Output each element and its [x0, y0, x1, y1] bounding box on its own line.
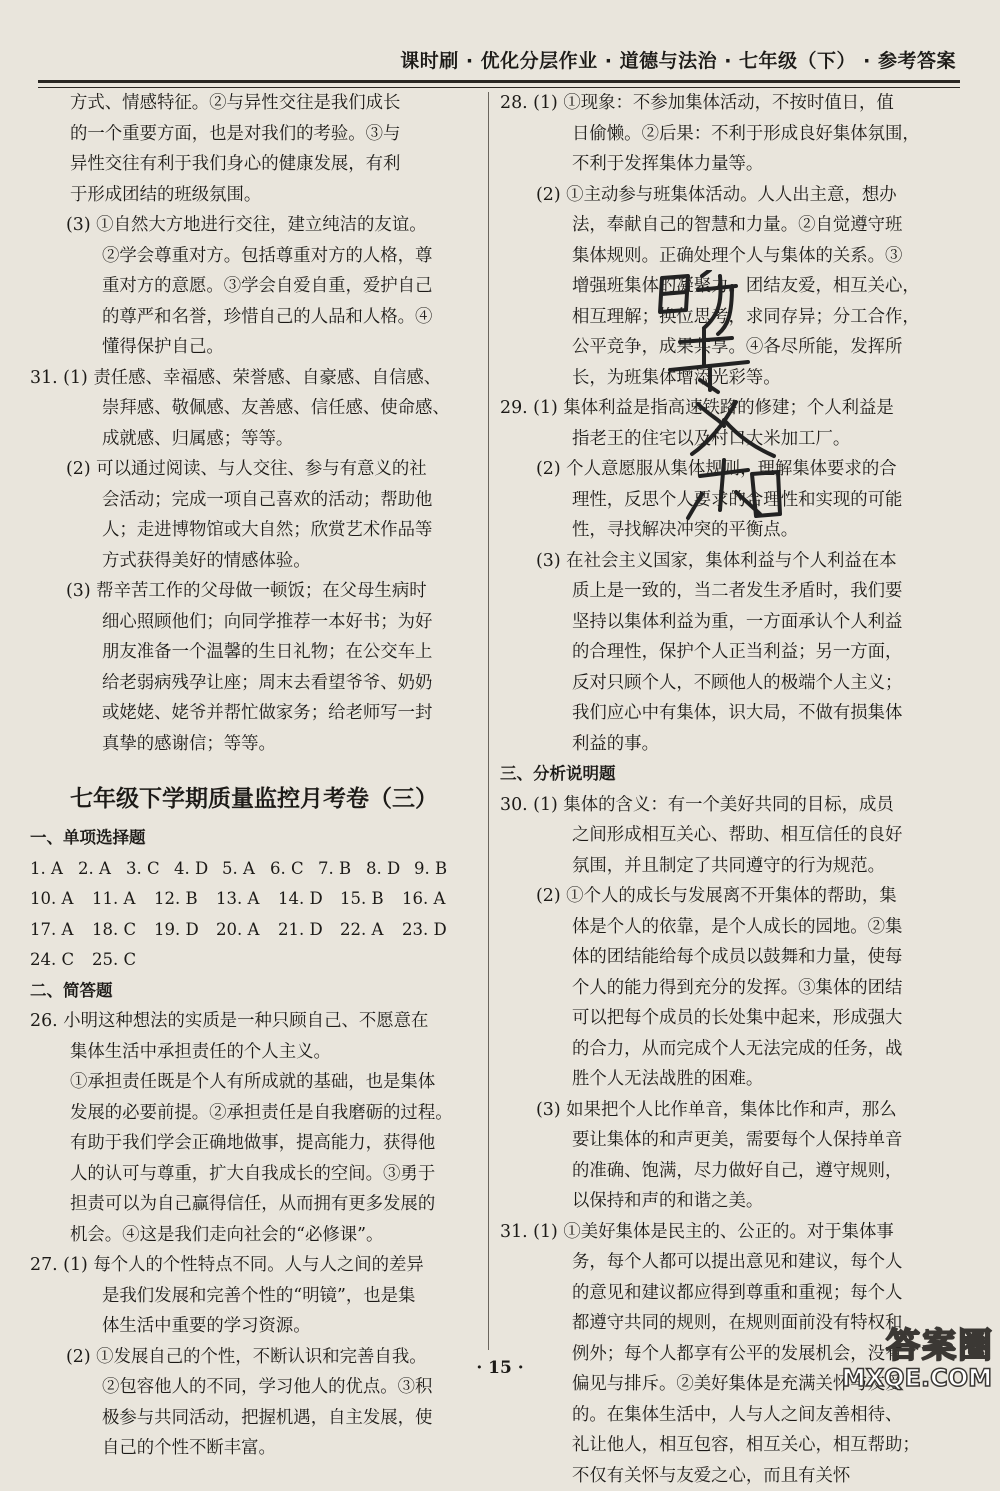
text-line: 会活动；完成一项自己喜欢的活动；帮助他 [30, 485, 478, 516]
answer-label: 26. [30, 1011, 58, 1031]
text-line: 人；走进博物馆或大自然；欣赏艺术作品等 [30, 515, 478, 546]
text-line: ②学会尊重对方。包括尊重对方的人格，尊 [30, 241, 478, 272]
answer-30-2 [500, 881, 944, 1095]
section-heading: 二、简答题 [30, 976, 478, 1007]
choice-answer: 18. C [92, 915, 154, 946]
text-line: 体的团结能给每个成员以鼓舞和力量，使每 [500, 942, 944, 973]
text-line: 如果把个人比作单音，集体比作和声，那么 [566, 1100, 896, 1120]
text-line: 的合理性，保护个人正当利益；另一方面， [500, 637, 944, 668]
answer-label: (3) [536, 551, 561, 571]
text-line: 朋友准备一个温馨的生日礼物；在公交车上 [30, 637, 478, 668]
text-line: 理性，反思个人要求的合理性和实现的可能 [500, 485, 944, 516]
text-line: 礼让他人，相互包容，相互关心，相互帮助； [500, 1430, 944, 1461]
text-line: 都遵守共同的规则，在规则面前没有特权和 [500, 1308, 944, 1339]
text-line: 的意见和建议都应得到尊重和重视；每个人 [500, 1278, 944, 1309]
text-line: 氛围，并且制定了共同遵守的行为规范。 [500, 851, 944, 882]
choice-answer: 16. A [402, 884, 462, 915]
text-line: 不利于发挥集体力量等。 [500, 149, 944, 180]
text-line: 重对方的意愿。③学会自爱自重，爱护自己 [30, 271, 478, 302]
text-line: 方式、情感特征。②与异性交往是我们成长 [30, 88, 478, 119]
text-line: 懂得保护自己。 [30, 332, 478, 363]
text-line: 法，奉献自己的智慧和力量。②自觉遵守班 [500, 210, 944, 241]
answer-30-3 [30, 210, 478, 363]
text-line: 之间形成相互关心、帮助、相互信任的良好 [500, 820, 944, 851]
answer-label: (2) [66, 1347, 91, 1367]
text-line: 在社会主义国家，集体利益与个人利益在本 [566, 551, 896, 571]
text-line: 公平竞争，成果共享。④各尽所能，发挥所 [500, 332, 944, 363]
answer-label: 31. (1) [500, 1222, 558, 1242]
choice-answer: 10. A [30, 884, 92, 915]
choice-answer: 3. C [126, 854, 174, 885]
answer-label: (2) [536, 459, 561, 479]
text-line: 个人意愿服从集体规则，理解集体要求的合 [566, 459, 896, 479]
text-line: 帮辛苦工作的父母做一顿饭；在父母生病时 [96, 581, 426, 601]
answer-label: (2) [66, 459, 91, 479]
section-heading: 三、分析说明题 [500, 759, 944, 790]
text-line: 每个人的个性特点不同。人与人之间的差异 [93, 1255, 423, 1275]
text-line: ①现象：不参加集体活动，不按时值日，值 [563, 93, 893, 113]
text-line: 利益的事。 [500, 729, 944, 760]
answer-row [30, 884, 478, 915]
text-line: ①美好集体是民主的、公正的。对于集体事 [563, 1222, 893, 1242]
text-line: 方式获得美好的情感体验。 [30, 546, 478, 577]
text-line: 人的认可与尊重，扩大自我成长的空间。③勇于 [30, 1159, 478, 1190]
text-line: 质上是一致的，当二者发生矛盾时，我们要 [500, 576, 944, 607]
text-line: 长，为班集体增添光彩等。 [500, 363, 944, 394]
answer-label: (3) [66, 581, 91, 601]
choice-answer: 13. A [216, 884, 278, 915]
choice-answer: 22. A [340, 915, 402, 946]
text-line: 可以通过阅读、与人交往、参与有意义的社 [96, 459, 426, 479]
choice-answer: 8. D [366, 854, 414, 885]
text-line: ①承担责任既是个人有所成就的基础，也是集体 [30, 1067, 478, 1098]
text-line: 真挚的感谢信；等等。 [30, 729, 478, 760]
text-line: 或姥姥、姥爷并帮忙做家务；给老师写一封 [30, 698, 478, 729]
continued-answer-block [30, 88, 478, 210]
site-watermark [800, 1318, 1000, 1402]
answer-label: 28. (1) [500, 93, 558, 113]
header-title: 课时刷 · 优化分层作业 · 道德与法治 · 七年级（下） · 参考答案 [400, 46, 956, 73]
text-line: 集体的含义：有一个美好共同的目标，成员 [563, 795, 893, 815]
text-line: 我们应心中有集体，识大局，不做有损集体 [500, 698, 944, 729]
choice-answer: 17. A [30, 915, 92, 946]
choice-answer: 19. D [154, 915, 216, 946]
text-line: 以保持和声的和谐之美。 [500, 1186, 944, 1217]
text-line: ①自然大方地进行交往，建立纯洁的友谊。 [96, 215, 426, 235]
watermark-url: MXQE.COM [842, 1364, 992, 1392]
text-line: 体是个人的依靠，是个人成长的园地。②集 [500, 912, 944, 943]
text-line: 成就感、归属感；等等。 [30, 424, 478, 455]
choice-answer: 20. A [216, 915, 278, 946]
text-line: 体生活中重要的学习资源。 [30, 1311, 478, 1342]
answer-label: (3) [536, 1100, 561, 1120]
text-line: 是我们发展和完善个性的“明镜”，也是集 [30, 1281, 478, 1312]
answer-28-1 [500, 88, 944, 180]
text-line: 坚持以集体利益为重，一方面承认个人利益 [500, 607, 944, 638]
text-line: 责任感、幸福感、荣誉感、自豪感、自信感、 [93, 368, 441, 388]
choice-answer: 7. B [318, 854, 366, 885]
text-line: 性，寻找解决冲突的平衡点。 [500, 515, 944, 546]
text-line: 小明这种想法的实质是一种只顾自己、不愿意在 [63, 1011, 428, 1031]
text-line: 胜个人无法战胜的困难。 [500, 1064, 944, 1095]
answer-31-3 [30, 576, 478, 759]
exam-title: 七年级下学期质量监控月考卷（三） [30, 759, 478, 823]
text-line: 可以把每个成员的长处集中起来，形成强大 [500, 1003, 944, 1034]
text-line: ①发展自己的个性，不断认识和完善自我。 [96, 1347, 426, 1367]
text-line: 发展的必要前提。②承担责任是自我磨砺的过程。 [30, 1098, 478, 1129]
answer-31-2 [30, 454, 478, 576]
answer-30-3 [500, 1095, 944, 1217]
choice-answer: 2. A [78, 854, 126, 885]
answer-label: (3) [66, 215, 91, 235]
answer-31-1 [30, 363, 478, 455]
handwritten-characters [640, 270, 820, 550]
choice-answer: 5. A [222, 854, 270, 885]
section-heading: 一、单项选择题 [30, 823, 478, 854]
answer-27-1 [30, 1250, 478, 1342]
text-line: 指老王的住宅以及村口大米加工厂。 [500, 424, 944, 455]
text-line: 不仅有关怀与友爱之心，而且有关怀 [500, 1461, 944, 1491]
answer-row [30, 854, 478, 885]
text-line: 偏见与排斥。②美好集体是充满关怀与友爱 [500, 1369, 944, 1400]
choice-answer: 23. D [402, 915, 462, 946]
text-line: 要让集体的和声更美，需要每个人保持单音 [500, 1125, 944, 1156]
text-line: ②包容他人的不同，学习他人的优点。③积 [30, 1372, 478, 1403]
text-line: 例外；每个人都享有公平的发展机会，没有 [500, 1339, 944, 1370]
choice-answer: 9. B [414, 854, 454, 885]
answer-label: 31. (1) [30, 368, 88, 388]
answer-label: (2) [536, 886, 561, 906]
watermark-logo: 答案圈 [886, 1318, 994, 1367]
left-column [30, 88, 478, 1464]
text-line: 集体生活中承担责任的个人主义。 [30, 1037, 478, 1068]
text-line: 细心照顾他们；向同学推荐一本好书；为好 [30, 607, 478, 638]
page-header [38, 40, 960, 83]
text-line: 集体规则。正确处理个人与集体的关系。③ [500, 241, 944, 272]
answer-label: 30. (1) [500, 795, 558, 815]
text-line: 的准确、饱满，尽力做好自己，遵守规则， [500, 1156, 944, 1187]
choice-answer: 24. C [30, 945, 92, 976]
text-line: 担责可以为自己赢得信任，从而拥有更多发展的 [30, 1189, 478, 1220]
text-line: 的合力，从而完成个人无法完成的任务，战 [500, 1034, 944, 1065]
text-line: ①主动参与班集体活动。人人出主意，想办 [566, 185, 896, 205]
text-line: 于形成团结的班级氛围。 [30, 180, 478, 211]
text-line: 崇拜感、敬佩感、友善感、信任感、使命感、 [30, 393, 478, 424]
text-line: 自己的个性不断丰富。 [30, 1433, 478, 1464]
answer-row [30, 915, 478, 946]
text-line: 集体利益是指高速铁路的修建；个人利益是 [563, 398, 893, 418]
choice-answer: 12. B [154, 884, 216, 915]
text-line: 的一个重要方面，也是对我们的考验。③与 [30, 119, 478, 150]
answer-26 [30, 1006, 478, 1250]
choice-answer: 15. B [340, 884, 402, 915]
text-line: 异性交往有利于我们身心的健康发展，有利 [30, 149, 478, 180]
text-line: 有助于我们学会正确地做事，提高能力，获得他 [30, 1128, 478, 1159]
choice-answers [30, 854, 478, 976]
text-line: 个人的能力得到充分的发挥。③集体的团结 [500, 973, 944, 1004]
choice-answer: 6. C [270, 854, 318, 885]
answer-row [30, 945, 478, 976]
text-line: ①个人的成长与发展离不开集体的帮助，集 [566, 886, 896, 906]
text-line: 相互理解；换位思考，求同存异；分工合作， [500, 302, 944, 333]
choice-answer: 14. D [278, 884, 340, 915]
page-number: · 15 · [0, 1358, 1000, 1378]
column-divider [488, 92, 489, 1350]
choice-answer: 1. A [30, 854, 78, 885]
choice-answer: 25. C [92, 945, 154, 976]
text-line: 的。在集体生活中，人与人之间友善相待、 [500, 1400, 944, 1431]
answer-29-3 [500, 546, 944, 760]
answer-30-1 [500, 790, 944, 882]
text-line: 日偷懒。②后果：不利于形成良好集体氛围， [500, 119, 944, 150]
answer-label: (2) [536, 185, 561, 205]
text-line: 给老弱病残孕让座；周末去看望爷爷、奶奶 [30, 668, 478, 699]
text-line: 反对只顾个人，不顾他人的极端个人主义； [500, 668, 944, 699]
choice-answer: 21. D [278, 915, 340, 946]
text-line: 机会。④这是我们走向社会的“必修课”。 [30, 1220, 478, 1251]
text-line: 的尊严和名誉，珍惜自己的人品和人格。④ [30, 302, 478, 333]
choice-answer: 11. A [92, 884, 154, 915]
text-line: 务，每个人都可以提出意见和建议，每个人 [500, 1247, 944, 1278]
text-line: 极参与共同活动，把握机遇，自主发展，使 [30, 1403, 478, 1434]
text-line: 增强班集体的凝聚力。团结友爱，相互关心， [500, 271, 944, 302]
choice-answer: 4. D [174, 854, 222, 885]
answer-label: 29. (1) [500, 398, 558, 418]
answer-label: 27. (1) [30, 1255, 88, 1275]
